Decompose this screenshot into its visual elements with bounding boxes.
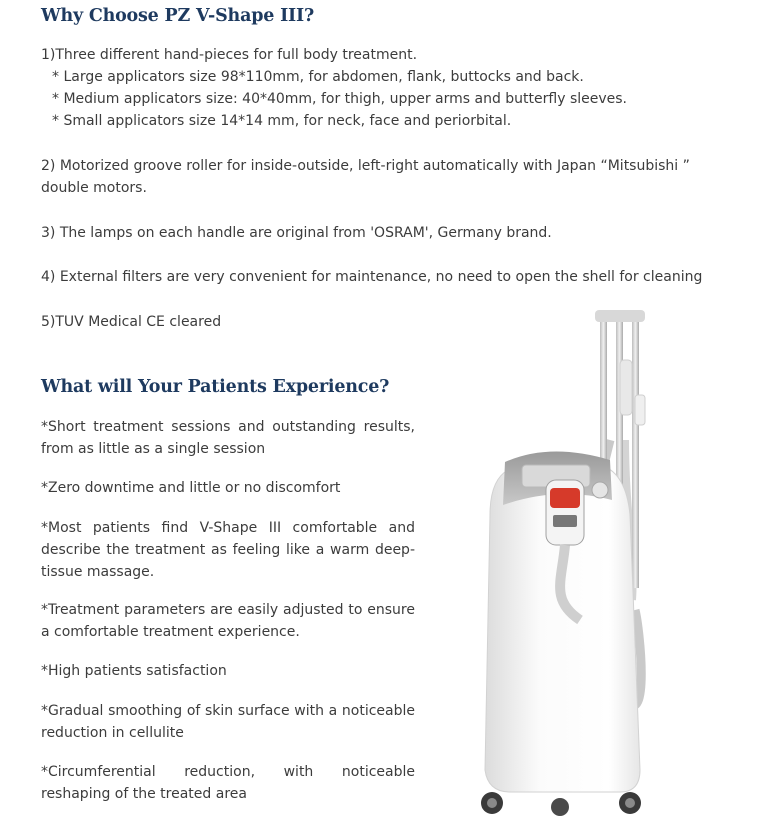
feature-1-sub-small: * Small applicators size 14*14 mm, for neck, face and periorbital.	[52, 113, 512, 129]
experience-item-5: *High patients satisfaction	[41, 663, 227, 679]
experience-item-3: *Most patients find V-Shape III comfortable and describe the treatment as feeling like a warm deep-tissue massage.	[41, 520, 415, 580]
experience-item-1: *Short treatment sessions and outstanding results, from as little as a single session	[41, 419, 415, 457]
feature-1: 1)Three different hand-pieces for full body treatment.	[41, 47, 418, 63]
heading-patient-experience: What will Your Patients Experience?	[41, 377, 390, 397]
experience-item-7: *Circumferential reduction, with noticeable reshaping of the treated area	[41, 764, 415, 802]
feature-3: 3) The lamps on each handle are original from 'OSRAM', Germany brand.	[41, 225, 552, 241]
experience-item-6: *Gradual smoothing of skin surface with a noticeable reduction in cellulite	[41, 703, 415, 741]
feature-5: 5)TUV Medical CE cleared	[41, 314, 222, 330]
feature-1-sub-large: * Large applicators size 98*110mm, for abdomen, flank, buttocks and back.	[52, 69, 584, 85]
heading-why-choose: Why Choose PZ V-Shape III?	[41, 6, 315, 26]
feature-4: 4) External filters are very convenient for maintenance, no need to open the shell for cleaning	[41, 269, 703, 285]
feature-1-sub-medium: * Medium applicators size: 40*40mm, for thigh, upper arms and butterfly sleeves.	[52, 91, 628, 107]
body-contouring-machine-icon	[450, 300, 680, 825]
experience-item-4: *Treatment parameters are easily adjusted to ensure a comfortable treatment experience.	[41, 602, 415, 640]
experience-item-2: *Zero downtime and little or no discomfort	[41, 480, 341, 496]
feature-2-line-1: 2) Motorized groove roller for inside-outside, left-right automatically with Japan “Mitsubishi ”	[41, 158, 690, 174]
feature-2-line-2: double motors.	[41, 180, 147, 196]
